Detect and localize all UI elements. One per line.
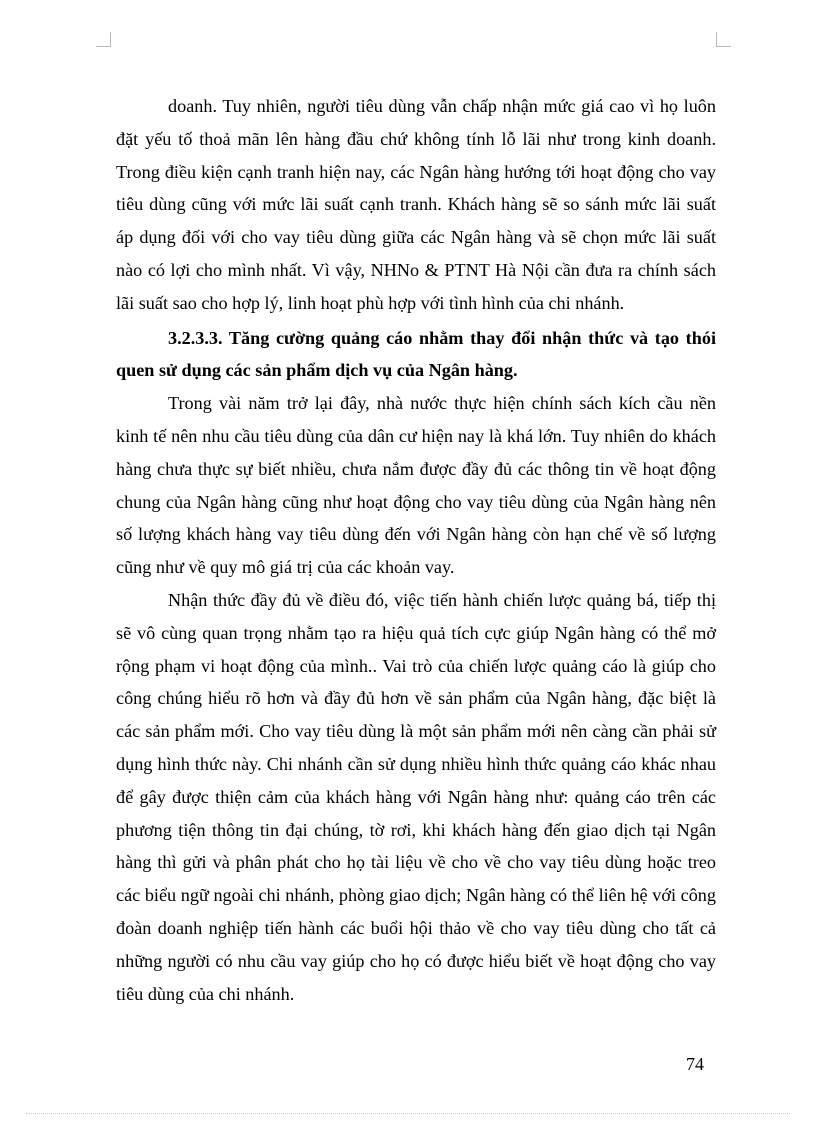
paragraph-consumer-demand: Trong vài năm trở lại đây, nhà nước thực hiện chính sách kích cầu nền kinh tế nên nhu cầu tiêu dùng của dân cư hiện nay là khá lớn. Tuy nhiên do khách hàng chưa thực sự biết nhiều, chưa nắm được đầy đủ các thông tin về hoạt động chung của Ngân hàng cũng như hoạt động cho vay tiêu dùng của Ngân hàng nên số lượng khách hàng vay tiêu dùng đến với Ngân hàng còn hạn chế về số lượng cũng như về quy mô giá trị của các khoản vay. xyxy=(116,393,716,578)
section-heading: 3.2.3.3. Tăng cường quảng cáo nhằm thay đổi nhận thức và tạo thói quen sử dụng các sản phẩm dịch vụ của Ngân hàng. xyxy=(116,327,716,381)
crop-mark-top-right xyxy=(716,32,731,47)
paragraph-advertising-strategy: Nhận thức đầy đủ về điều đó, việc tiến hành chiến lược quảng bá, tiếp thị sẽ vô cùng quan trọng nhằm tạo ra hiệu quả tích cực giúp Ngân hàng có thể mở rộng phạm vi hoạt động của mình.. Vai trò của chiến lược quảng cáo là giúp cho công chúng hiểu rõ hơn và đầy đủ hơn về sản phẩm của Ngân hàng, đặc biệt là các sản phẩm mới. Cho vay tiêu dùng là một sản phẩm mới nên càng cần phải sử dụng hình thức này. Chi nhánh cần sử dụng nhiều hình thức quảng cáo khác nhau để gây được thiện cảm của khách hàng với Ngân hàng như: quảng cáo trên các phương tiện thông tin đại chúng, tờ rơi, khi khách hàng đến giao dịch tại Ngân hàng thì gửi và phân phát cho họ tài liệu về cho về cho vay tiêu dùng hoặc treo các biểu ngữ ngoài chi nhánh, phòng giao dịch; Ngân hàng có thể liên hệ với công đoàn doanh nghiệp tiến hành các buổi hội thảo về cho vay tiêu dùng cho tất cả những người có nhu cầu vay giúp cho họ có được hiểu biết về hoạt động cho vay tiêu dùng của chi nhánh. xyxy=(116,589,716,1004)
paragraph-interest-rate: doanh. Tuy nhiên, người tiêu dùng vẫn chấp nhận mức giá cao vì họ luôn đặt yếu tố thoả mãn lên hàng đầu chứ không tính lỗ lãi như trong kinh doanh. Trong điều kiện cạnh tranh hiện nay, các Ngân hàng hướng tới hoạt động cho vay tiêu dùng cũng với mức lãi suất cạnh tranh. Khách hàng sẽ so sánh mức lãi suất áp dụng đối với cho vay tiêu dùng giữa các Ngân hàng và sẽ chọn mức lãi suất nào có lợi cho mình nhất. Vì vậy, NHNo & PTNT Hà Nội cần đưa ra chính sách lãi suất sao cho hợp lý, linh hoạt phù hợp với tình hình của chi nhánh. xyxy=(116,96,716,313)
footer-divider xyxy=(26,1113,790,1114)
page-number: 74 xyxy=(686,1054,704,1074)
body-text xyxy=(116,90,716,1010)
crop-mark-top-left xyxy=(96,32,111,47)
